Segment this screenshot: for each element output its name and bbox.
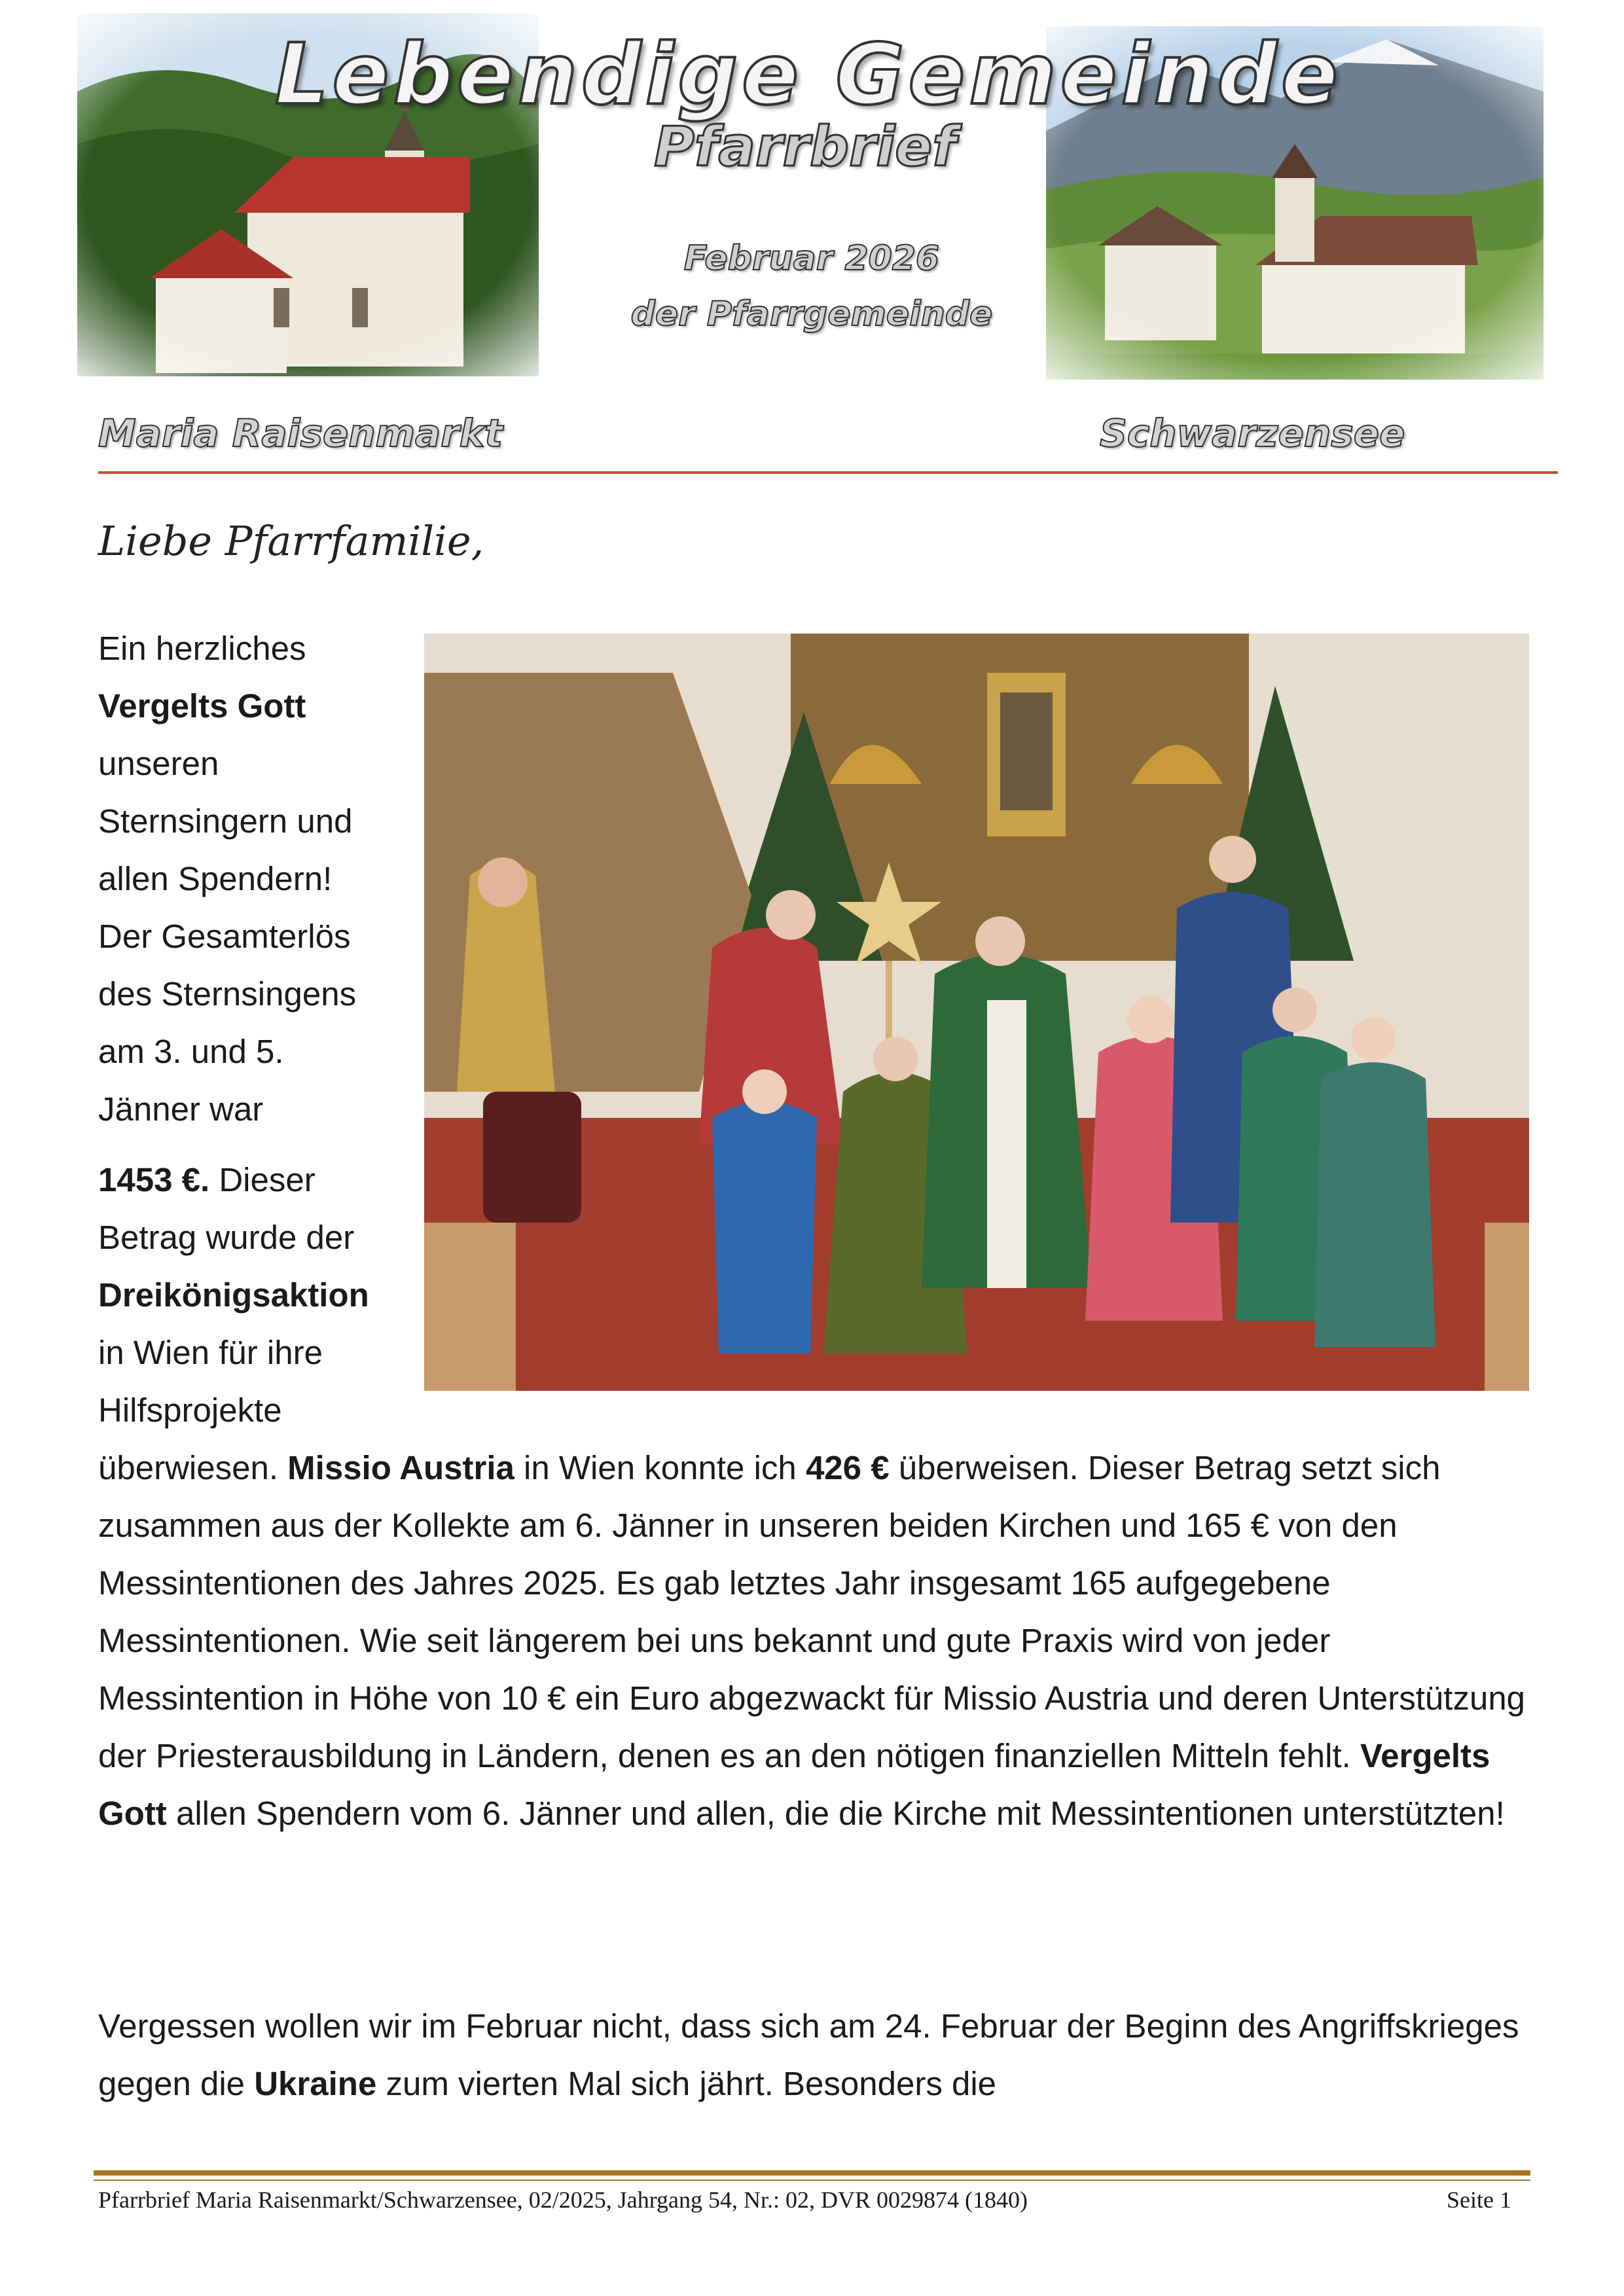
text-run: allen Spendern vom 6. Jänner und allen, die die Kirche mit Messintentionen unterstützten! [166, 1795, 1505, 1832]
text-run: überwiesen. [98, 1449, 288, 1486]
footer-rule [94, 2170, 1530, 2176]
page-number: Seite 1 [1447, 2187, 1511, 2213]
text-line: Jänner war [98, 1090, 264, 1128]
emphasis: Missio Austria [287, 1449, 514, 1486]
donation-amount: 1453 €. [98, 1161, 210, 1198]
text-line: in Wien für ihre [98, 1334, 323, 1371]
text-line: des Sternsingens [98, 975, 357, 1013]
text-line: unseren [98, 745, 219, 782]
text-line: Hilfsprojekte [98, 1391, 282, 1429]
article-paragraph-ukraine [98, 1998, 1538, 2113]
emphasis: Vergelts Gott [98, 1737, 1490, 1832]
subtitle: Pfarrbrief [654, 115, 956, 179]
text-line: Sternsingern und [98, 802, 353, 840]
text-run: in Wien konnte ich [514, 1449, 806, 1486]
text-line: Betrag wurde der [98, 1219, 355, 1256]
header-divider [98, 471, 1558, 474]
sternsinger-group-photo [424, 634, 1529, 1391]
article-intro-column [98, 620, 406, 1439]
emphasis: Ukraine [254, 2065, 377, 2102]
text-line: Der Gesamterlös [98, 918, 351, 955]
text-run: Dieser [209, 1161, 316, 1198]
text-run: zum vierten Mal sich jährt. Besonders die [376, 2065, 997, 2102]
parish-name-right: Schwarzensee [1100, 411, 1405, 456]
text-run: Vergessen wollen wir im Februar nicht, dass sich am 24. Februar der Beginn des Angriffskrieges gegen die [98, 2007, 1519, 2102]
issue-parish-line: der Pfarrgemeinde [630, 295, 993, 334]
greeting: Liebe Pfarrfamilie, [98, 517, 484, 565]
emphasis: Dreikönigsaktion [98, 1276, 369, 1314]
text-line: allen Spendern! [98, 860, 333, 897]
emphasis: Vergelts Gott [98, 687, 306, 725]
text-line: Ein herzliches [98, 630, 306, 667]
text-run: überweisen. Dieser Betrag setzt sich zusammen aus der Kollekte am 6. Jänner in unseren beiden Kirchen und 165 € von den Messintentionen des Jahres 2025. Es gab letztes Jahr insgesamt 165 aufgegebene Messintentionen. Wie seit längerem bei uns bekannt und gute Praxis wird von jeder Messintention in Höhe von 10 € ein Euro abgezwackt für Missio Austria und deren Unterstützung der Priesterausbildung in Ländern, denen es an den nötigen finanziellen Mitteln fehlt. [98, 1449, 1526, 1774]
issue-date: Februar 2026 [683, 239, 940, 278]
masthead-title: Lebendige Gemeinde [275, 26, 1342, 124]
footer-publication-info: Pfarrbrief Maria Raisenmarkt/Schwarzensee, 02/2025, Jahrgang 54, Nr.: 02, DVR 0029874 (1840) [98, 2187, 1028, 2213]
footer-rule-thin [94, 2179, 1530, 2181]
text-line: am 3. und 5. [98, 1033, 284, 1070]
article-paragraph [98, 1439, 1538, 1842]
emphasis: 426 € [805, 1449, 890, 1486]
parish-name-left: Maria Raisenmarkt [98, 411, 503, 456]
